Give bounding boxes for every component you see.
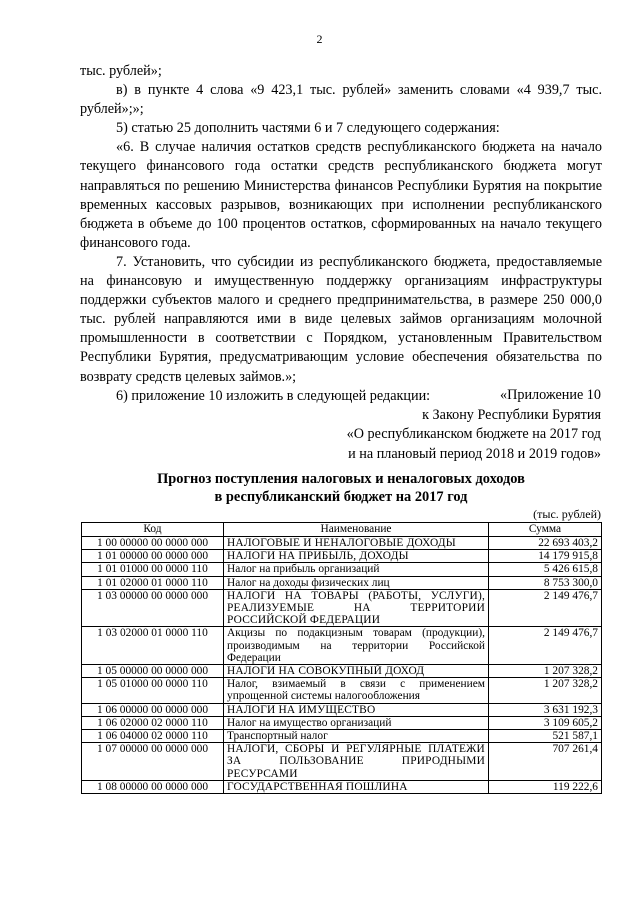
name-cell: НАЛОГИ НА ПРИБЫЛЬ, ДОХОДЫ: [224, 550, 489, 563]
appendix-heading: [347, 386, 601, 464]
code-cell: 1 01 02000 01 0000 110: [82, 576, 224, 589]
code-cell: 1 05 01000 00 0000 110: [82, 678, 224, 703]
code-cell: 1 08 00000 00 0000 000: [82, 780, 224, 793]
appendix-line: и на плановый период 2018 и 2019 годов»: [348, 445, 601, 462]
header-name: Наименование: [224, 523, 489, 537]
name-cell: Налог на доходы физических лиц: [224, 576, 489, 589]
name-cell: НАЛОГОВЫЕ И НЕНАЛОГОВЫЕ ДОХОДЫ: [224, 537, 489, 550]
sum-cell: 707 261,4: [489, 743, 602, 781]
name-cell: ГОСУДАРСТВЕННАЯ ПОШЛИНА: [224, 780, 489, 793]
paragraph: 5) статью 25 дополнить частями 6 и 7 следующего содержания:: [116, 120, 500, 137]
table-row: [82, 537, 602, 550]
appendix-line: к Закону Республики Бурятия: [422, 406, 601, 423]
table-row: [82, 703, 602, 716]
table-row: [82, 730, 602, 743]
title-line: Прогноз поступления налоговых и неналоговых доходов: [157, 471, 525, 487]
table-row: [82, 589, 602, 627]
table-row: [82, 563, 602, 576]
paragraph: тыс. рублей»;: [80, 63, 162, 79]
table-body: [82, 537, 602, 794]
code-cell: 1 07 00000 00 0000 000: [82, 743, 224, 781]
table-row: [82, 678, 602, 703]
revenue-table: [81, 522, 602, 794]
header-sum: Сумма: [489, 523, 602, 537]
paragraph: в) в пункте 4 слова «9 423,1 тыс. рублей» заменить словами «4 939,7 тыс. рублей»;»;: [80, 82, 602, 118]
code-cell: 1 06 02000 02 0000 110: [82, 716, 224, 729]
code-cell: 1 01 01000 00 0000 110: [82, 563, 224, 576]
code-cell: 1 05 00000 00 0000 000: [82, 665, 224, 678]
code-cell: 1 06 04000 02 0000 110: [82, 730, 224, 743]
name-cell: Транспортный налог: [224, 730, 489, 743]
sum-cell: 1 207 328,2: [489, 665, 602, 678]
table-row: [82, 576, 602, 589]
table-title: [80, 470, 602, 506]
name-cell: Налог на прибыль организаций: [224, 563, 489, 576]
paragraph: 6) приложение 10 изложить в следующей редакции:: [116, 387, 431, 404]
appendix-line: «О республиканском бюджете на 2017 год: [346, 426, 601, 442]
sum-cell: 2 149 476,7: [489, 627, 602, 665]
code-cell: 1 03 00000 00 0000 000: [82, 589, 224, 627]
name-cell: Налог, взимаемый в связи с применением упрощенной системы налогообложения: [224, 678, 489, 703]
table-row: [82, 627, 602, 665]
code-cell: 1 01 00000 00 0000 000: [82, 550, 224, 563]
name-cell: Акцизы по подакцизным товарам (продукции), производимым на территории Российской Федерации: [224, 627, 489, 665]
code-cell: 1 06 00000 00 0000 000: [82, 703, 224, 716]
paragraph: «6. В случае наличия остатков средств республиканского бюджета на начало текущего финансового года остатки средств республиканского бюджета могут направляться по решению Министерства финансов Республики Бурятия на покрытие временных кассовых разрывов, возникающих при исполнении республиканского бюджета в объеме до 100 процентов остатков, сформированных на начало текущего финансового года.: [80, 139, 602, 251]
name-cell: Налог на имущество организаций: [224, 716, 489, 729]
table-row: [82, 665, 602, 678]
sum-cell: 22 693 403,2: [489, 537, 602, 550]
sum-cell: 521 587,1: [489, 730, 602, 743]
name-cell: НАЛОГИ НА ТОВАРЫ (РАБОТЫ, УСЛУГИ), РЕАЛИЗУЕМЫЕ НА ТЕРРИТОРИИ РОССИЙСКОЙ ФЕДЕРАЦИИ: [224, 589, 489, 627]
code-cell: 1 03 02000 01 0000 110: [82, 627, 224, 665]
sum-cell: 2 149 476,7: [489, 589, 602, 627]
sum-cell: 14 179 915,8: [489, 550, 602, 563]
sum-cell: 5 426 615,8: [489, 563, 602, 576]
table-row: [82, 780, 602, 793]
paragraph: 7. Установить, что субсидии из республиканского бюджета, предоставляемые на финансовую и имущественную поддержку организациям инфраструктуры поддержки субъектов малого и среднего предпринимательства, в размере 250 000,0 тыс. рублей направляются ими в виде целевых займов организациям молочной промышленности в соответствии с Порядком, установленным Правительством Республики Бурятия, предусматривающим условие обеспечения обязательства по возврату средств целевых займов.»;: [80, 253, 602, 385]
sum-cell: 1 207 328,2: [489, 678, 602, 703]
name-cell: НАЛОГИ НА СОВОКУПНЫЙ ДОХОД: [224, 665, 489, 678]
sum-cell: 119 222,6: [489, 780, 602, 793]
header-code: Код: [82, 523, 224, 537]
table-header-row: [82, 523, 602, 537]
sum-cell: 8 753 300,0: [489, 576, 602, 589]
table-row: [82, 716, 602, 729]
title-line: в республиканский бюджет на 2017 год: [214, 489, 468, 505]
appendix-line: «Приложение 10: [500, 387, 601, 403]
sum-cell: 3 109 605,2: [489, 716, 602, 729]
name-cell: НАЛОГИ, СБОРЫ И РЕГУЛЯРНЫЕ ПЛАТЕЖИ ЗА ПОЛЬЗОВАНИЕ ПРИРОДНЫМИ РЕСУРСАМИ: [224, 743, 489, 781]
code-cell: 1 00 00000 00 0000 000: [82, 537, 224, 550]
body-text: [80, 62, 602, 406]
table-row: [82, 743, 602, 781]
sum-cell: 3 631 192,3: [489, 703, 602, 716]
table-row: [82, 550, 602, 563]
unit-label: (тыс. рублей): [533, 507, 601, 521]
name-cell: НАЛОГИ НА ИМУЩЕСТВО: [224, 703, 489, 716]
page-number: 2: [316, 32, 323, 46]
